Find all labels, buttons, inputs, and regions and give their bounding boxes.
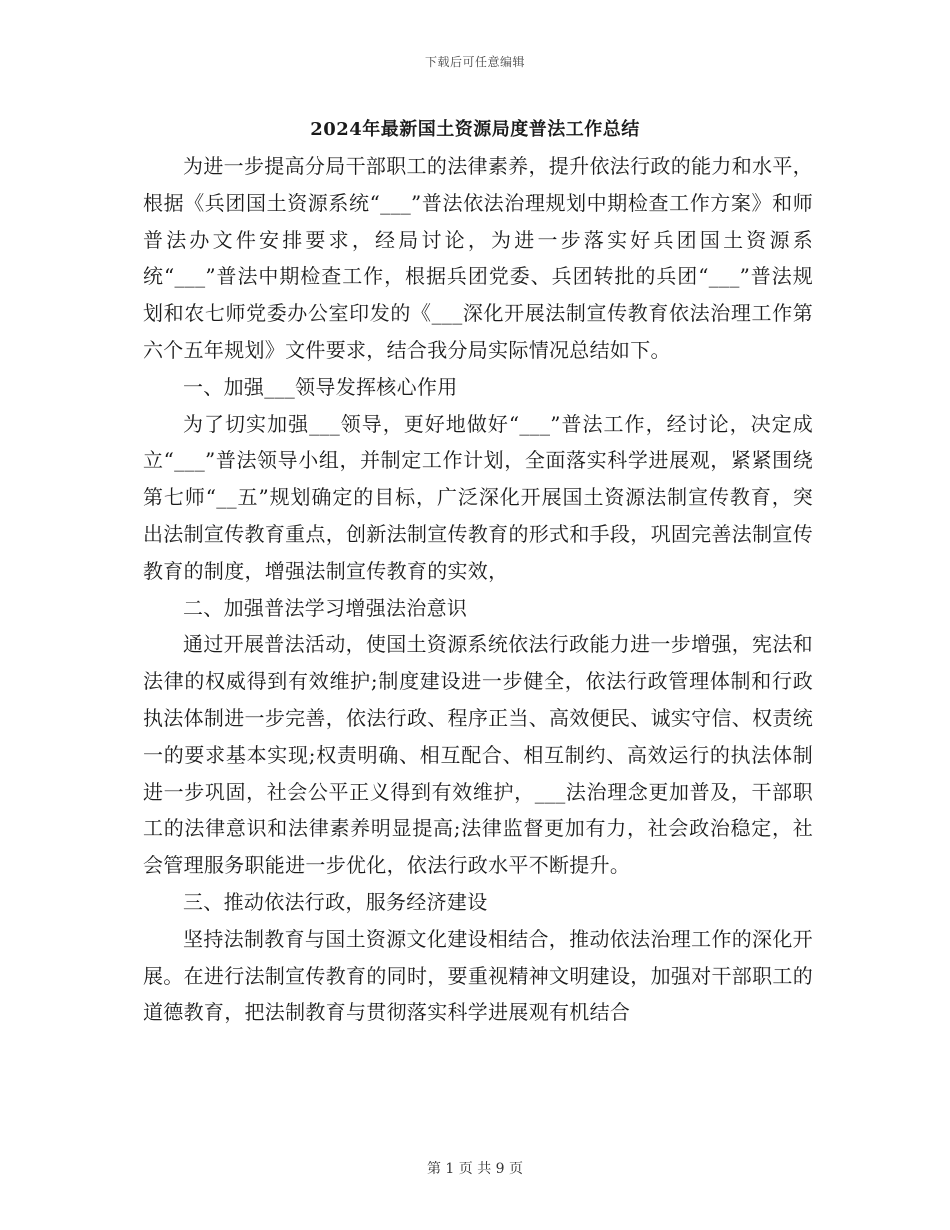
section-heading-2: 二、加强普法学习增强法治意识 <box>183 595 468 620</box>
section-heading-1: 一、加强___领导发挥核心作用 <box>183 374 458 399</box>
section-2-paragraph: 通过开展普法活动，使国土资源系统依法行政能力进一步增强，宪法和法律的权威得到有效维护;制度建设进一步健全，依法行政管理体制和行政执法体制进一步完善，依法行政、程序正当、高效便民、诚实守信、权责统一的要求基本实现;权责明确、相互配合、相互制约、高效运行的执法体制进一步巩固，社会公平正义得到有效维护，___法治理念更加普及，干部职工的法律意识和法律素养明显提高;法律监督更加有力，社会政治稳定，社会管理服务职能进一步优化，依法行政水平不断提升。 <box>143 632 813 878</box>
page-number-indicator: 第 1 页 共 9 页 <box>426 1161 524 1177</box>
section-heading-3: 三、推动依法行政，服务经济建设 <box>183 889 488 914</box>
page-header-note: 下载后可任意编辑 <box>424 55 525 69</box>
section-1-paragraph: 为了切实加强___领导，更好地做好“___”普法工作，经讨论，决定成立“___”普法领导小组，并制定工作计划，全面落实科学进展观，紧紧围绕第七师“__五”规划确定的目标，广泛深化开展国土资源法制宣传教育，突出法制宣传教育重点，创新法制宣传教育的形式和手段，巩固完善法制宣传教育的制度，增强法制宣传教育的实效， <box>143 411 813 583</box>
document-body <box>143 148 813 1031</box>
intro-paragraph: 为进一步提高分局干部职工的法律素养，提升依法行政的能力和水平，根据《兵团国土资源系统“___”普法依法治理规划中期检查工作方案》和师普法办文件安排要求，经局讨论，为进一步落实好兵团国土资源系统“___”普法中期检查工作，根据兵团党委、兵团转批的兵团“___”普法规划和农七师党委办公室印发的《___深化开展法制宣传教育依法治理工作第六个五年规划》文件要求，结合我分局实际情况总结如下。 <box>143 154 813 362</box>
section-3-paragraph: 坚持法制教育与国土资源文化建设相结合，推动依法治理工作的深化开展。在进行法制宣传教育的同时，要重视精神文明建设，加强对干部职工的道德教育，把法制教育与贯彻落实科学进展观有机结合 <box>143 926 813 1025</box>
document-title: 2024年最新国土资源局度普法工作总结 <box>310 119 640 140</box>
